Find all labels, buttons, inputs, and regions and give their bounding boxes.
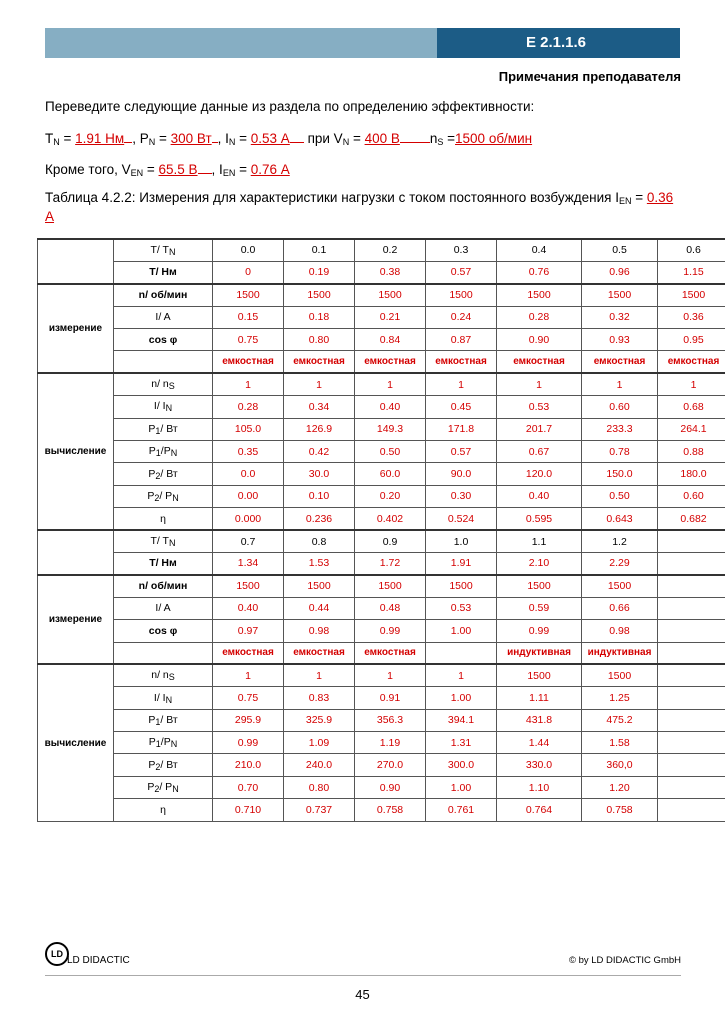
table-cell: 1.91 (426, 552, 497, 574)
row-label-p1: $P_1/$ Вт (114, 709, 213, 731)
table-cell: 1 (355, 664, 426, 686)
table-cell: 1500 (497, 284, 582, 306)
table-cell: 1.00 (426, 687, 497, 709)
table-cell: 0.710 (213, 799, 284, 821)
table-cell (658, 530, 725, 552)
rated-power-value: 300 Вт (170, 131, 212, 146)
table-cell (658, 575, 725, 597)
table-cell: 150.0 (582, 463, 658, 485)
table-cell: 0.10 (284, 485, 355, 507)
row-label-type (114, 642, 213, 664)
table-cell: 0.18 (284, 306, 355, 328)
table-cell: 0.53 (426, 597, 497, 619)
table-cell: 1 (497, 373, 582, 395)
table-cell (658, 642, 725, 664)
table-cell: 1 (426, 373, 497, 395)
table-cell: емкостная (355, 351, 426, 373)
table-cell: 1.20 (582, 776, 658, 798)
table-cell: 1.0 (426, 530, 497, 552)
table-row (38, 799, 725, 821)
table-cell: 1.15 (658, 261, 725, 283)
intro-text: Переведите следующие данные из раздела по определению эффективности: (45, 99, 535, 114)
table-cell: 0.88 (658, 441, 725, 463)
table-cell: 149.3 (355, 418, 426, 440)
table-cell: 0.40 (355, 396, 426, 418)
row-label-nn: n/ $n_S$ (114, 373, 213, 395)
table-cell: 1 (582, 373, 658, 395)
table-cell: 1.25 (582, 687, 658, 709)
table-cell: 240.0 (284, 754, 355, 776)
table-cell: 1.19 (355, 732, 426, 754)
row-label-p2n: $P_2/$ $P_N$ (114, 776, 213, 798)
table-cell: 1 (355, 373, 426, 395)
table-cell: 1500 (213, 575, 284, 597)
table-cell: 1500 (582, 664, 658, 686)
table-cell: емкостная (355, 642, 426, 664)
table-cell: 0.83 (284, 687, 355, 709)
logo-mark: LD (45, 942, 69, 966)
table-cell: емкостная (213, 642, 284, 664)
table-cell: 0.98 (284, 620, 355, 642)
table-cell: 0.5 (582, 239, 658, 261)
table-cell: 1500 (426, 284, 497, 306)
table-cell: 0.95 (658, 329, 725, 351)
table-cell: 0.68 (658, 396, 725, 418)
table-cell: 0.60 (658, 485, 725, 507)
table-cell: 0.59 (497, 597, 582, 619)
table-cell: индуктивная (582, 642, 658, 664)
table-row (38, 597, 725, 619)
table-row (38, 530, 725, 552)
table-row (38, 732, 725, 754)
table-cell: 126.9 (284, 418, 355, 440)
table-cell: 0.99 (497, 620, 582, 642)
table-cell: 201.7 (497, 418, 582, 440)
table-cell: 0.20 (355, 485, 426, 507)
table-cell: 0.50 (355, 441, 426, 463)
table-cell: 0.42 (284, 441, 355, 463)
table-row (38, 508, 725, 530)
table-cell: емкостная (213, 351, 284, 373)
table-cell: 0.764 (497, 799, 582, 821)
table-cell (658, 709, 725, 731)
table-cell: 0.9 (355, 530, 426, 552)
table-cell: 1 (284, 373, 355, 395)
logo-text: LD DIDACTIC (67, 955, 130, 966)
table-cell: 0.7 (213, 530, 284, 552)
table-row (38, 552, 725, 574)
table-cell: 1.1 (497, 530, 582, 552)
table-row (38, 441, 725, 463)
section-subtitle: Примечания преподавателя (498, 69, 681, 84)
table-cell: 0.40 (497, 485, 582, 507)
table-row (38, 687, 725, 709)
rated-torque-value: 1.91 Нм (75, 131, 125, 146)
row-label-p1: $P_1/$ Вт (114, 418, 213, 440)
table-cell: емкостная (658, 351, 725, 373)
rated-voltage-value: 400 В (364, 131, 400, 146)
table-cell: 0.35 (213, 441, 284, 463)
table-cell: 1.44 (497, 732, 582, 754)
row-label-type (114, 351, 213, 373)
table-cell: 2.10 (497, 552, 582, 574)
table-cell: 0.50 (582, 485, 658, 507)
table-cell: 171.8 (426, 418, 497, 440)
table-cell: 0.36 (658, 306, 725, 328)
table-cell: емкостная (284, 351, 355, 373)
table-cell: 0.99 (355, 620, 426, 642)
table-cell: 1.72 (355, 552, 426, 574)
table-cell: индуктивная (497, 642, 582, 664)
row-label-eta: η (114, 508, 213, 530)
table-cell: 0.32 (582, 306, 658, 328)
row-label-cos: cos φ (114, 620, 213, 642)
table-cell: 475.2 (582, 709, 658, 731)
table-cell: 0.53 (497, 396, 582, 418)
table-cell: 1500 (284, 284, 355, 306)
table-cell: 1.34 (213, 552, 284, 574)
table-cell: 0.70 (213, 776, 284, 798)
table-cell: 180.0 (658, 463, 725, 485)
table-cell: 0.98 (582, 620, 658, 642)
table-cell: 0.19 (284, 261, 355, 283)
table-cell: 0.44 (284, 597, 355, 619)
table-cell: 0.78 (582, 441, 658, 463)
table-row (38, 664, 725, 686)
table-cell: 1500 (355, 575, 426, 597)
table-cell: 0.87 (426, 329, 497, 351)
table-cell: 0.0 (213, 239, 284, 261)
measurement-table (37, 238, 725, 822)
table-cell: 0.595 (497, 508, 582, 530)
table-cell: 1500 (582, 284, 658, 306)
table-cell: 1500 (284, 575, 355, 597)
copyright: © by LD DIDACTIC GmbH (568, 955, 681, 966)
table-cell: 0.1 (284, 239, 355, 261)
table-caption: Таблица 4.2.2: Измерения для характеристики нагрузки с током постоянного возбуждения $I_{EN} = 0.36$ А (45, 190, 674, 224)
table-row (38, 709, 725, 731)
row-label-p1n: $P_1/P_N$ (114, 441, 213, 463)
table-cell (658, 687, 725, 709)
table-cell (658, 754, 725, 776)
row-label-t: T/ Нм (114, 261, 213, 283)
table-row (38, 329, 725, 351)
table-cell: 0.30 (426, 485, 497, 507)
table-cell: 1.00 (426, 776, 497, 798)
table-cell: 0.57 (426, 261, 497, 283)
table-cell: 233.3 (582, 418, 658, 440)
table-cell: 1500 (355, 284, 426, 306)
table-cell: 0 (213, 261, 284, 283)
row-label-ii: I/ $I_N$ (114, 396, 213, 418)
table-cell: 0.682 (658, 508, 725, 530)
table-cell: 60.0 (355, 463, 426, 485)
table-cell: 0.28 (497, 306, 582, 328)
row-label-n: n/ об/мин (114, 575, 213, 597)
page-number: 45 (355, 987, 370, 1002)
row-label-p2n: $P_2/$ $P_N$ (114, 485, 213, 507)
table-cell: 0.75 (213, 329, 284, 351)
table-cell: 300.0 (426, 754, 497, 776)
table-cell: 270.0 (355, 754, 426, 776)
row-label-tt: T/ $T_N$ (114, 239, 213, 261)
document-code: E 2.1.1.6 (437, 28, 680, 58)
table-cell: 325.9 (284, 709, 355, 731)
table-cell: 1500 (213, 284, 284, 306)
table-cell: 0.758 (582, 799, 658, 821)
table-cell: 0.75 (213, 687, 284, 709)
table-cell: 264.1 (658, 418, 725, 440)
section-label-calc: вычисление (38, 664, 114, 821)
table-cell: 1.53 (284, 552, 355, 574)
table-cell: 0.90 (497, 329, 582, 351)
table-cell: 2.29 (582, 552, 658, 574)
table-cell: 1500 (658, 284, 725, 306)
table-cell: 0.67 (497, 441, 582, 463)
table-cell: 1.00 (426, 620, 497, 642)
table-cell: 1500 (497, 575, 582, 597)
table-cell: 0.6 (658, 239, 725, 261)
section-label-calc: вычисление (38, 373, 114, 530)
table-cell: 1 (658, 373, 725, 395)
table-cell: 0.76 (497, 261, 582, 283)
table-cell: 0.96 (582, 261, 658, 283)
table-row (38, 575, 725, 597)
table-cell: 1 (426, 664, 497, 686)
table-cell: 356.3 (355, 709, 426, 731)
table-cell: 0.4 (497, 239, 582, 261)
table-cell: 0.761 (426, 799, 497, 821)
table-cell: 0.34 (284, 396, 355, 418)
table-cell: 120.0 (497, 463, 582, 485)
table-cell: 0.643 (582, 508, 658, 530)
excitation-values-line: Кроме того, $V_{EN} = 65.5$ В , $I_{EN} = 0.76$ А (45, 162, 290, 178)
table-cell: 1 (284, 664, 355, 686)
table-cell (658, 799, 725, 821)
table-cell: 1.11 (497, 687, 582, 709)
table-cell: 90.0 (426, 463, 497, 485)
table-cell: 1.10 (497, 776, 582, 798)
header-bar-left (45, 28, 437, 58)
table-cell: 1.31 (426, 732, 497, 754)
row-label-n: n/ об/мин (114, 284, 213, 306)
excitation-current-value: 0.76 А (250, 162, 290, 177)
table-cell: 0.93 (582, 329, 658, 351)
table-cell (658, 597, 725, 619)
table-cell: 295.9 (213, 709, 284, 731)
table-cell: 1500 (497, 664, 582, 686)
table-cell: 0.99 (213, 732, 284, 754)
section-cell-empty (38, 530, 114, 575)
table-cell: 1.58 (582, 732, 658, 754)
table-cell: 0.28 (213, 396, 284, 418)
table-row (38, 776, 725, 798)
section-cell-empty (38, 239, 114, 284)
table-row (38, 351, 725, 373)
table-cell: 1.2 (582, 530, 658, 552)
table-cell: 1 (213, 373, 284, 395)
table-cell: 0.24 (426, 306, 497, 328)
table-row (38, 373, 725, 395)
table-cell: 210.0 (213, 754, 284, 776)
table-cell: 394.1 (426, 709, 497, 731)
table-cell: 0.3 (426, 239, 497, 261)
footer-divider (45, 975, 681, 976)
caption-current-value: 0.36 А (45, 190, 674, 224)
table-cell (658, 776, 725, 798)
table-row (38, 239, 725, 261)
excitation-voltage-value: 65.5 В (158, 162, 198, 177)
table-cell: 0.000 (213, 508, 284, 530)
table-cell: 431.8 (497, 709, 582, 731)
table-cell: 0.80 (284, 329, 355, 351)
table-cell: 0.00 (213, 485, 284, 507)
synchronous-speed-value: 1500 об/мин (455, 131, 533, 146)
table-cell: 0.236 (284, 508, 355, 530)
table-cell: 0.758 (355, 799, 426, 821)
row-label-tt: T/ $T_N$ (114, 530, 213, 552)
table-cell: емкостная (497, 351, 582, 373)
table-cell: 0.80 (284, 776, 355, 798)
table-cell: 0.38 (355, 261, 426, 283)
table-row (38, 396, 725, 418)
table-cell: 1500 (426, 575, 497, 597)
table-cell: 0.91 (355, 687, 426, 709)
table-cell: емкостная (284, 642, 355, 664)
table-cell: 105.0 (213, 418, 284, 440)
table-cell (426, 642, 497, 664)
table-cell: 0.402 (355, 508, 426, 530)
row-label-t: T/ Нм (114, 552, 213, 574)
row-label-p1n: $P_1/P_N$ (114, 732, 213, 754)
table-cell: 0.21 (355, 306, 426, 328)
table-row (38, 284, 725, 306)
table-cell (658, 664, 725, 686)
table-row (38, 463, 725, 485)
table-cell: 1500 (582, 575, 658, 597)
table-cell: 360,0 (582, 754, 658, 776)
row-label-eta: η (114, 799, 213, 821)
row-label-p2: $P_2/$ Вт (114, 463, 213, 485)
row-label-nn: n/ $n_S$ (114, 664, 213, 686)
table-cell: 0.8 (284, 530, 355, 552)
row-label-i: I/ A (114, 597, 213, 619)
table-cell: 0.57 (426, 441, 497, 463)
table-cell: емкостная (426, 351, 497, 373)
table-row (38, 620, 725, 642)
table-cell: 0.524 (426, 508, 497, 530)
row-label-i: I/ A (114, 306, 213, 328)
row-label-cos: cos φ (114, 329, 213, 351)
section-label-measure: измерение (38, 284, 114, 374)
table-cell: 0.40 (213, 597, 284, 619)
table-cell: 0.15 (213, 306, 284, 328)
table-cell: 330.0 (497, 754, 582, 776)
table-cell: 0.66 (582, 597, 658, 619)
table-cell: 0.737 (284, 799, 355, 821)
table-cell: 0.0 (213, 463, 284, 485)
table-cell: 0.84 (355, 329, 426, 351)
row-label-ii: I/ $I_N$ (114, 687, 213, 709)
table-row (38, 418, 725, 440)
table-row (38, 306, 725, 328)
table-cell: 30.0 (284, 463, 355, 485)
table-cell (658, 552, 725, 574)
table-cell: емкостная (582, 351, 658, 373)
table-cell: 0.48 (355, 597, 426, 619)
rated-values-line: $T_N = 1.91$ Нм , $P_N = 300$ Вт , $I_N = 0.53$ А при $V_N = 400$ В $n_S =1500$ об/мин (45, 131, 533, 147)
table-cell: 0.97 (213, 620, 284, 642)
table-cell: 1 (213, 664, 284, 686)
table-row (38, 485, 725, 507)
table-cell: 1.09 (284, 732, 355, 754)
table-row (38, 642, 725, 664)
table-cell: 0.45 (426, 396, 497, 418)
row-label-p2: $P_2/$ Вт (114, 754, 213, 776)
rated-current-value: 0.53 А (250, 131, 290, 146)
table-cell: 0.2 (355, 239, 426, 261)
table-cell: 0.60 (582, 396, 658, 418)
table-row (38, 754, 725, 776)
section-label-measure: измерение (38, 575, 114, 665)
table-cell: 0.90 (355, 776, 426, 798)
table-cell (658, 732, 725, 754)
table-row (38, 261, 725, 283)
table-cell (658, 620, 725, 642)
